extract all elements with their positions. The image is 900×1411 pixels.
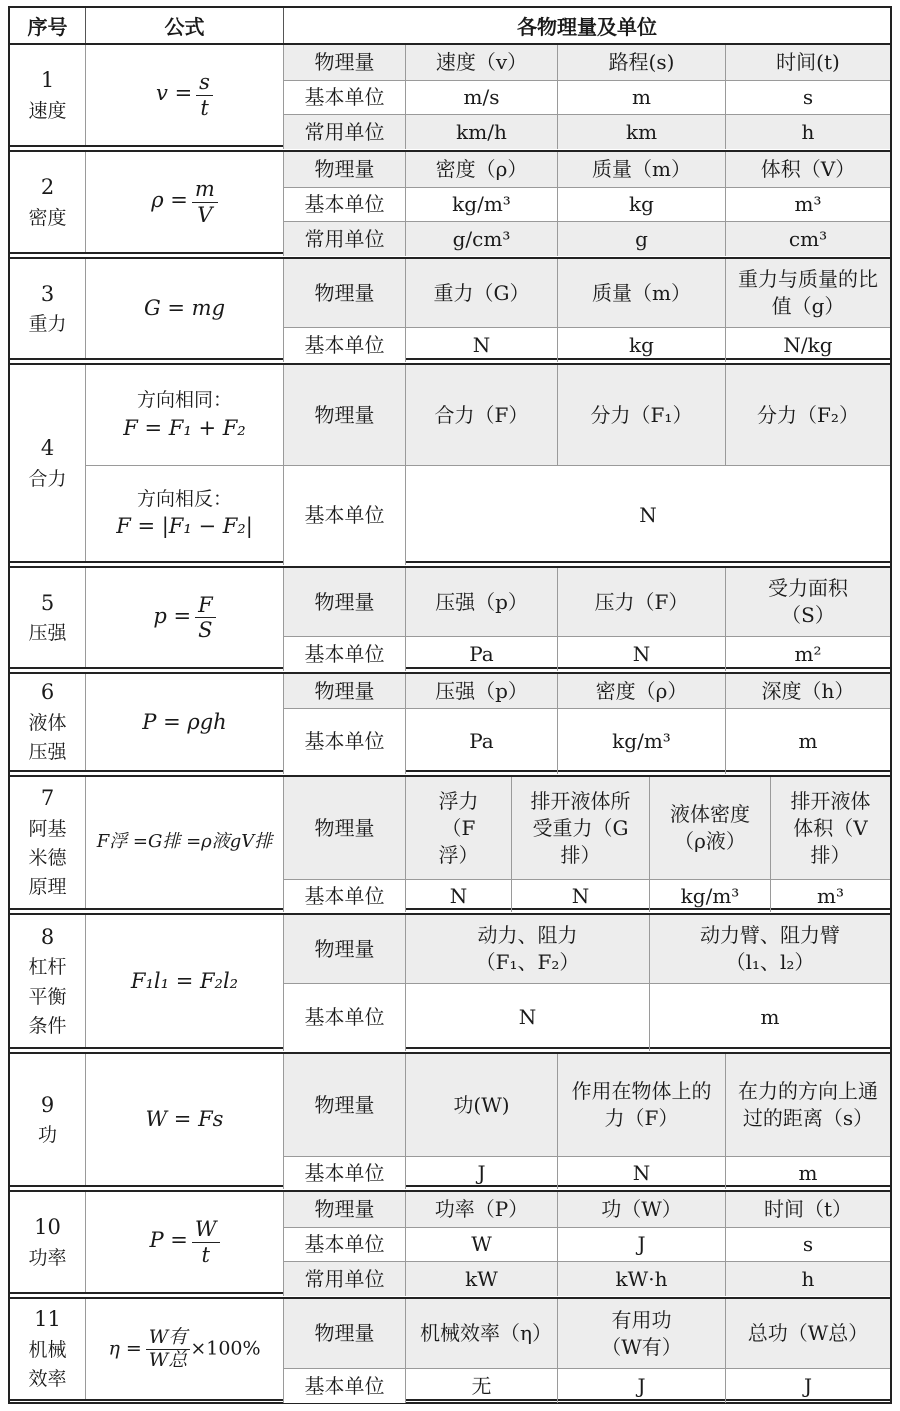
unit-cell: N <box>405 465 890 565</box>
row-power <box>10 1190 890 1294</box>
unit-cell: kW·h <box>557 1261 725 1296</box>
unit-cell: N <box>511 879 649 912</box>
quantity-cell: 功率（P） <box>405 1192 557 1227</box>
label-base-unit: 基本单位 <box>283 983 405 1051</box>
label-base-unit: 基本单位 <box>283 1227 405 1261</box>
quantity-cell: 深度（h） <box>725 674 890 708</box>
row-index: 8 杠杆 平衡 条件 <box>28 924 67 1037</box>
unit-cell: Pa <box>405 636 557 671</box>
label-quantity: 物理量 <box>283 1299 405 1368</box>
quantity-cell: 作用在物体上的力（F） <box>557 1054 725 1156</box>
unit-cell: J <box>557 1227 725 1261</box>
unit-cell: N/kg <box>725 327 890 362</box>
row-pressure <box>10 566 890 669</box>
unit-cell: h <box>725 1261 890 1296</box>
quantity-cell: 动力、阻力（F₁、F₂） <box>405 915 649 983</box>
row-lever <box>10 913 890 1049</box>
unit-cell: s <box>725 1227 890 1261</box>
quantity-cell: 排开液体所受重力（G排） <box>511 777 649 879</box>
quantity-cell: 有用功（W有） <box>557 1299 725 1368</box>
unit-cell: 无 <box>405 1368 557 1403</box>
unit-cell: g <box>557 221 725 256</box>
row-index: 5 压强 <box>28 590 67 645</box>
formula-same-direction: 方向相同： F = F₁ + F₂ <box>85 365 283 465</box>
quantity-cell: 时间（t） <box>725 1192 890 1227</box>
row-archimedes <box>10 775 890 910</box>
formula: v = $\frac{s}{t}$ <box>85 45 283 145</box>
quantity-cell: 质量（m） <box>557 152 725 187</box>
formula: ρ = $\frac{m}{V}$ <box>85 152 283 252</box>
label-base-unit: 基本单位 <box>283 1368 405 1403</box>
label-quantity: 物理量 <box>283 1054 405 1156</box>
label-base-unit: 基本单位 <box>283 465 405 565</box>
unit-cell: m <box>725 1156 890 1189</box>
unit-cell: kW <box>405 1261 557 1296</box>
row-liquid-pressure <box>10 672 890 772</box>
row-speed <box>10 43 890 147</box>
label-quantity: 物理量 <box>283 152 405 187</box>
unit-cell: kg/m³ <box>405 187 557 221</box>
label-base-unit: 基本单位 <box>283 636 405 671</box>
quantity-cell: 在力的方向上通过的距离（s） <box>725 1054 890 1156</box>
row-density <box>10 150 890 254</box>
formula: p = $\frac{F}{S}$ <box>85 568 283 667</box>
row-index: 7 阿基 米德 原理 <box>28 786 67 899</box>
header-index: 序号 <box>27 15 68 39</box>
quantity-cell: 分力（F₁） <box>557 365 725 465</box>
label-quantity: 物理量 <box>283 45 405 80</box>
quantity-cell: 浮力（F浮） <box>405 777 511 879</box>
unit-cell: g/cm³ <box>405 221 557 256</box>
unit-cell: N <box>557 636 725 671</box>
unit-cell: m³ <box>725 187 890 221</box>
unit-cell: kg <box>557 327 725 362</box>
row-gravity <box>10 257 890 360</box>
unit-cell: m <box>557 80 725 114</box>
unit-cell: m <box>725 708 890 774</box>
label-base-unit: 基本单位 <box>283 879 405 912</box>
quantity-cell: 密度（ρ） <box>557 674 725 708</box>
formula-opposite-direction: 方向相反： F = |F₁ − F₂| <box>85 465 283 561</box>
quantity-cell: 机械效率（η） <box>405 1299 557 1368</box>
unit-cell: m/s <box>405 80 557 114</box>
unit-cell: s <box>725 80 890 114</box>
formula: G = mg <box>85 259 283 358</box>
quantity-cell: 功（W） <box>557 1192 725 1227</box>
quantity-cell: 压力（F） <box>557 568 725 636</box>
unit-cell: N <box>405 983 649 1051</box>
unit-cell: km <box>557 114 725 149</box>
quantity-cell: 路程(s) <box>557 45 725 80</box>
formula: F浮 =G排 =ρ液gV排 <box>85 777 283 908</box>
label-quantity: 物理量 <box>283 777 405 879</box>
formula: P = $\frac{W}{t}$ <box>85 1192 283 1292</box>
quantity-cell: 总功（W总） <box>725 1299 890 1368</box>
quantity-cell: 动力臂、阻力臂（l₁、l₂） <box>649 915 890 983</box>
table-header <box>10 8 890 45</box>
unit-cell: N <box>557 1156 725 1189</box>
label-quantity: 物理量 <box>283 1192 405 1227</box>
unit-cell: cm³ <box>725 221 890 256</box>
unit-cell: m <box>649 983 890 1051</box>
quantity-cell: 受力面积（S） <box>725 568 890 636</box>
header-quantities: 各物理量及单位 <box>283 8 890 43</box>
quantity-cell: 液体密度（ρ液） <box>649 777 770 879</box>
label-quantity: 物理量 <box>283 674 405 708</box>
label-quantity: 物理量 <box>283 259 405 327</box>
unit-cell: km/h <box>405 114 557 149</box>
quantity-cell: 重力与质量的比值（g） <box>725 259 890 327</box>
quantity-cell: 密度（ρ） <box>405 152 557 187</box>
quantity-cell: 质量（m） <box>557 259 725 327</box>
label-quantity: 物理量 <box>283 365 405 465</box>
quantity-cell: 压强（p） <box>405 568 557 636</box>
row-resultant-force <box>10 363 890 563</box>
unit-cell: J <box>725 1368 890 1403</box>
label-base-unit: 基本单位 <box>283 187 405 221</box>
unit-cell: kg/m³ <box>557 708 725 774</box>
row-index: 6 液体 压强 <box>28 680 67 764</box>
label-common-unit: 常用单位 <box>283 1261 405 1296</box>
row-work <box>10 1052 890 1187</box>
formula: F₁l₁ = F₂l₂ <box>85 915 283 1047</box>
label-quantity: 物理量 <box>283 915 405 983</box>
label-quantity: 物理量 <box>283 568 405 636</box>
row-index: 2 密度 <box>28 175 67 229</box>
quantity-cell: 排开液体体积（V排） <box>770 777 890 879</box>
unit-cell: kg/m³ <box>649 879 770 912</box>
label-common-unit: 常用单位 <box>283 221 405 256</box>
row-efficiency <box>10 1297 890 1401</box>
row-index: 3 重力 <box>28 281 67 336</box>
unit-cell: h <box>725 114 890 149</box>
unit-cell: J <box>557 1368 725 1403</box>
quantity-cell: 分力（F₂） <box>725 365 890 465</box>
formula: P = ρgh <box>85 674 283 770</box>
unit-cell: kg <box>557 187 725 221</box>
row-index: 10 功率 <box>28 1215 67 1269</box>
label-base-unit: 基本单位 <box>283 708 405 774</box>
row-index: 11 机械 效率 <box>28 1307 67 1391</box>
unit-cell: N <box>405 327 557 362</box>
quantity-cell: 时间(t) <box>725 45 890 80</box>
formula: W = Fs <box>85 1054 283 1185</box>
quantity-cell: 功(W) <box>405 1054 557 1156</box>
unit-cell: m³ <box>770 879 890 912</box>
unit-cell: N <box>405 879 511 912</box>
quantity-cell: 体积（V） <box>725 152 890 187</box>
unit-cell: m² <box>725 636 890 671</box>
unit-cell: Pa <box>405 708 557 774</box>
quantity-cell: 合力（F） <box>405 365 557 465</box>
quantity-cell: 重力（G） <box>405 259 557 327</box>
unit-cell: J <box>405 1156 557 1189</box>
label-base-unit: 基本单位 <box>283 327 405 362</box>
row-index: 4 合力 <box>28 436 67 490</box>
quantity-cell: 压强（p） <box>405 674 557 708</box>
label-common-unit: 常用单位 <box>283 114 405 149</box>
quantity-cell: 速度（v） <box>405 45 557 80</box>
row-index: 9 功 <box>37 1092 57 1147</box>
header-formula: 公式 <box>85 8 283 43</box>
label-base-unit: 基本单位 <box>283 1156 405 1189</box>
row-index: 1 速度 <box>28 68 67 122</box>
formula: η = $\frac{\text{W有}}{\text{W总}}$ ×100% <box>85 1299 283 1399</box>
unit-cell: W <box>405 1227 557 1261</box>
label-base-unit: 基本单位 <box>283 80 405 114</box>
